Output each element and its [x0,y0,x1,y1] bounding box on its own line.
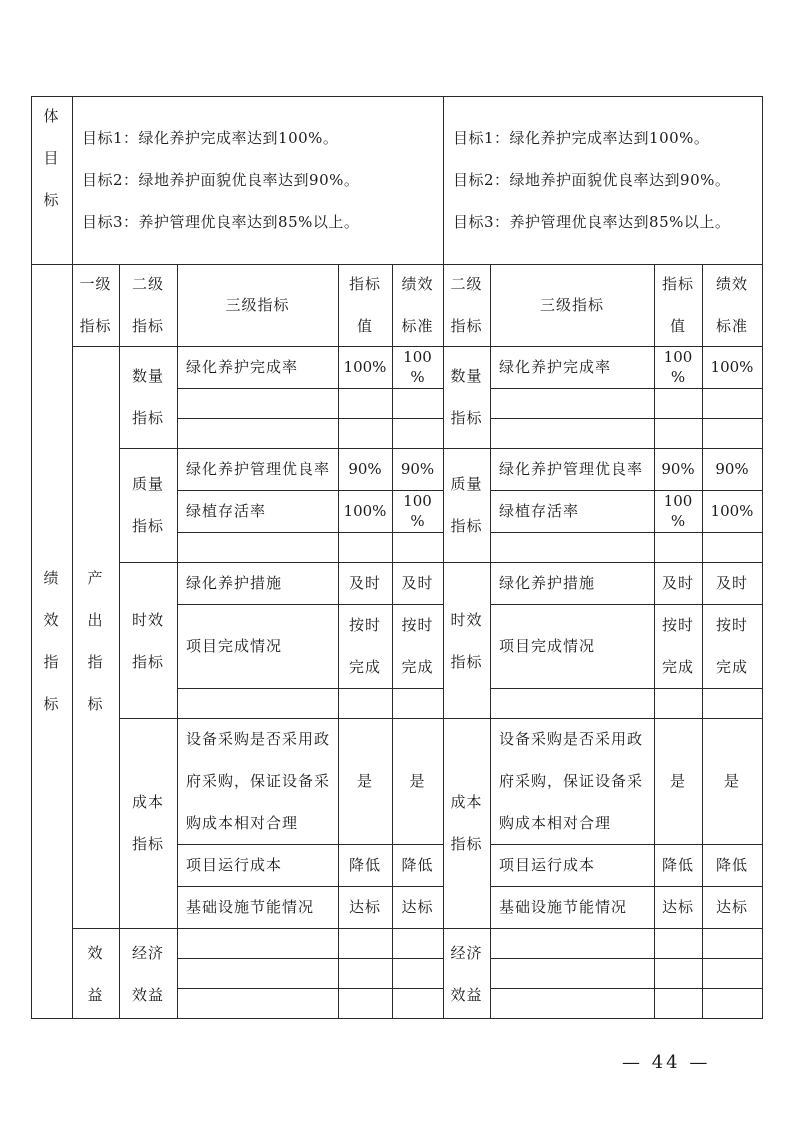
goal-right-2: 目标2：绿地养护面貌优良率达到90%。 [453,171,731,189]
row-value-right: 及时 [661,574,694,592]
row-value: 降低 [348,856,381,874]
header-value: 值 [356,317,373,335]
goal-left-3: 目标3：养护管理优良率达到85%以上。 [82,213,360,231]
row-name-right: 项目运行成本 [499,856,596,874]
row-value-right: 100 [663,348,693,366]
perf-label-char: 绩 [43,569,60,587]
row-value: 达标 [348,898,381,916]
header-level2-right: 指标 [450,317,483,335]
row-standard-right: 100% [710,358,754,376]
group-quality-right: 指标 [450,517,483,535]
group-quantity-right: 数量 [450,367,483,385]
row-standard-right: 达标 [715,898,748,916]
benefit-label-char: 效 [87,944,104,962]
row-name-right: 基础设施节能情况 [499,898,628,916]
row-value: 及时 [348,574,381,592]
row-standard: 及时 [401,574,434,592]
goal-label-char: 体 [43,107,60,125]
group-quantity-right: 指标 [450,409,483,427]
row-standard-right: 100% [710,502,754,520]
output-label-char: 出 [87,611,104,629]
row-standard-right: 按时 [715,616,748,634]
group-timeliness-right: 时效 [450,611,483,629]
row-value-right: 90% [661,460,695,478]
output-label-char: 产 [87,569,104,587]
row-value: 100% [343,502,387,520]
row-standard: 完成 [401,658,434,676]
header-standard-right: 绩效 [715,275,748,293]
row-name-right: 购成本相对合理 [499,814,612,832]
row-value-right: 100 [663,492,693,510]
goal-label-char: 标 [43,191,60,209]
row-value: 是 [356,772,373,790]
row-name: 基础设施节能情况 [186,898,315,916]
row-value-right: 完成 [661,658,694,676]
row-standard: 90% [400,460,435,478]
header-standard-right: 标准 [715,317,748,335]
header-value-right: 值 [669,317,686,335]
row-name-right: 绿化养护措施 [499,574,596,592]
header-level2-right: 二级 [450,275,483,293]
row-value-right: 达标 [661,898,694,916]
header-value: 指标 [348,275,381,293]
group-economic: 效益 [131,986,164,1004]
row-name-right: 绿化养护完成率 [499,358,612,376]
header-value-right: 指标 [661,275,694,293]
row-name: 项目运行成本 [186,856,283,874]
row-standard: 100 [403,492,432,510]
goal-left-2: 目标2：绿地养护面貌优良率达到90%。 [82,171,360,189]
group-cost-right: 成本 [450,793,483,811]
row-standard: 100 [403,348,432,366]
goal-right-1: 目标1：绿化养护完成率达到100%。 [453,129,710,147]
row-standard-right: 及时 [715,574,748,592]
row-value: 按时 [348,616,381,634]
goal-right-3: 目标3：养护管理优良率达到85%以上。 [453,213,731,231]
row-standard: 达标 [401,898,434,916]
perf-label-char: 效 [43,611,60,629]
header-level3: 三级指标 [225,296,290,314]
group-economic: 经济 [131,944,164,962]
row-value-right: 降低 [661,856,694,874]
row-value-right: 按时 [661,616,694,634]
group-quantity: 指标 [131,409,164,427]
row-name: 绿化养护管理优良率 [186,460,331,478]
goal-label-char: 目 [43,149,60,167]
group-cost: 指标 [131,835,164,853]
row-name: 绿化养护措施 [186,574,283,592]
row-value-right: % [670,512,686,530]
row-name-right: 绿植存活率 [499,502,580,520]
row-value-right: % [670,368,686,386]
row-standard-right: 90% [715,460,749,478]
row-name-right: 项目完成情况 [499,637,596,655]
row-standard-right: 是 [723,772,740,790]
row-name-right: 设备采购是否采用政 [499,730,644,748]
header-level2: 指标 [131,317,164,335]
group-quality-right: 质量 [450,475,483,493]
row-name-right: 府采购，保证设备采 [499,772,644,790]
row-name: 设备采购是否采用政 [186,730,331,748]
row-value: 100% [343,358,387,376]
header-standard: 绩效 [401,275,434,293]
row-value-right: 是 [669,772,686,790]
benefit-label-char: 益 [87,986,104,1004]
group-quality: 质量 [131,475,164,493]
group-quantity: 数量 [131,367,164,385]
row-value: 完成 [348,658,381,676]
group-economic-right: 效益 [450,986,483,1004]
row-value: 90% [348,460,382,478]
row-standard: 按时 [401,616,434,634]
group-quality: 指标 [131,517,164,535]
row-name: 项目完成情况 [186,637,283,655]
perf-label-char: 指 [43,653,60,671]
page-number: — 44 — [622,1052,711,1073]
group-economic-right: 经济 [450,944,483,962]
header-level2: 二级 [131,275,164,293]
row-name: 绿植存活率 [186,502,267,520]
group-cost-right: 指标 [450,835,483,853]
perf-label-char: 标 [43,695,60,713]
row-name: 购成本相对合理 [186,814,299,832]
goal-left-1: 目标1：绿化养护完成率达到100%。 [82,129,339,147]
group-timeliness-right: 指标 [450,653,483,671]
row-name-right: 绿化养护管理优良率 [499,460,644,478]
row-standard-right: 降低 [715,856,748,874]
row-standard: % [410,368,425,386]
row-standard: % [410,512,425,530]
row-name: 府采购，保证设备采 [186,772,331,790]
output-label-char: 指 [87,653,104,671]
row-name: 绿化养护完成率 [186,358,299,376]
row-standard-right: 完成 [715,658,748,676]
header-level3-right: 三级指标 [539,296,604,314]
group-timeliness: 指标 [131,653,164,671]
header-level1: 一级 [79,275,112,293]
group-timeliness: 时效 [131,611,164,629]
output-label-char: 标 [87,695,104,713]
group-cost: 成本 [131,793,164,811]
header-standard: 标准 [401,317,434,335]
row-standard: 是 [409,772,426,790]
header-level1: 指标 [79,317,112,335]
row-standard: 降低 [401,856,434,874]
